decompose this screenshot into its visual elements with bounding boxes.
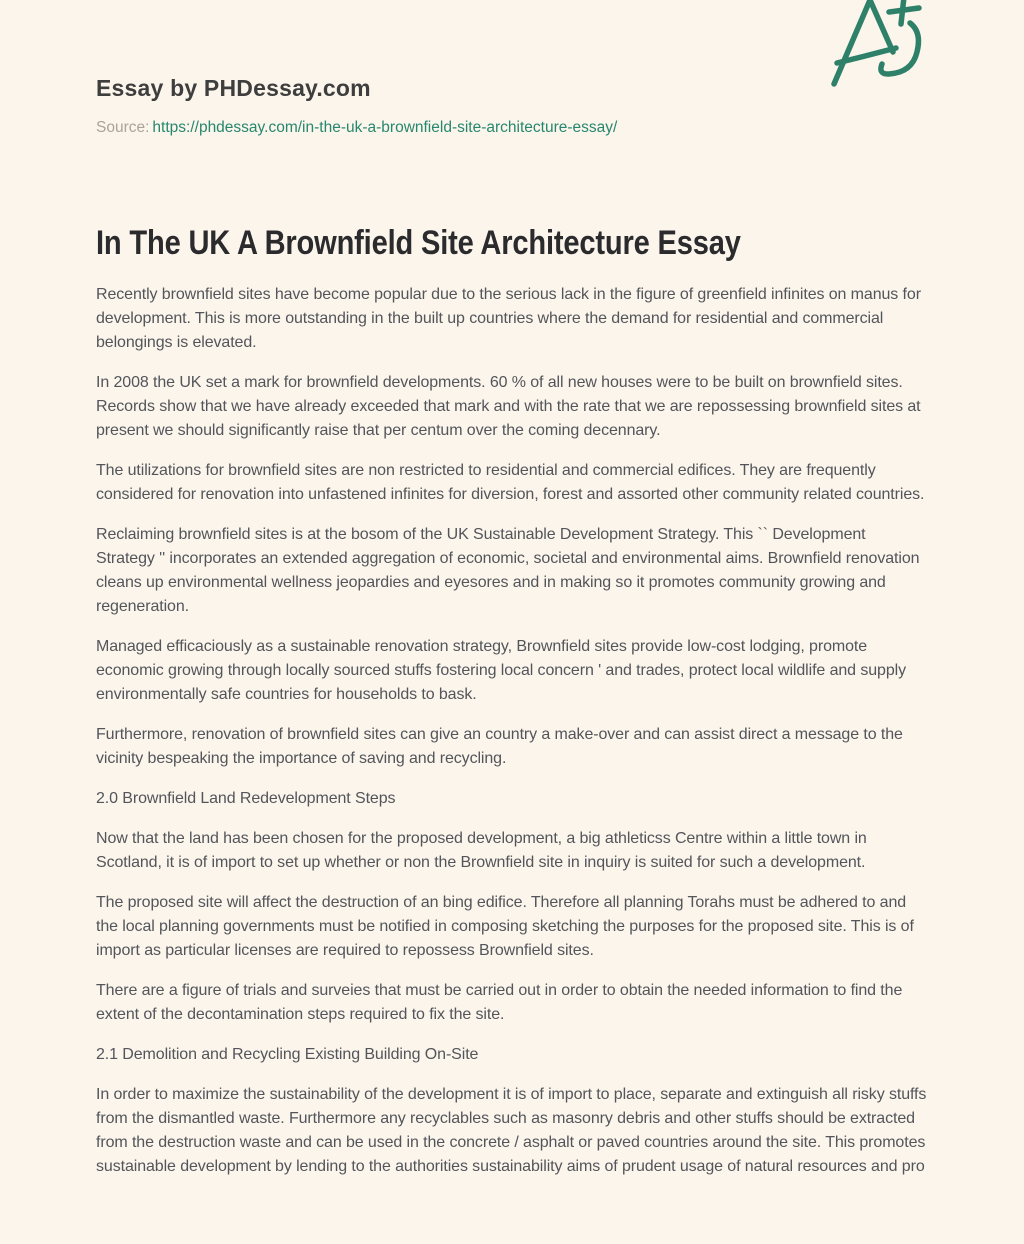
source-label: Source: [96,119,150,136]
essay-body [96,283,928,1179]
brand-heading: Essay by PHDessay.com [96,75,371,101]
essay-page [96,0,928,1179]
essay-paragraph: Recently brownfield sites have become popular due to the serious lack in the figure of greenfield infinites on manus for development. This is more outstanding in the built up countries where the demand for residential and commercial belongings is elevated. [96,286,921,351]
essay-paragraph: Managed efficaciously as a sustainable renovation strategy, Brownfield sites provide low-cost lodging, promote economic growing through locally sourced stuffs fostering local concern ' and trades, protect local wildlife and supply environmentally safe countries for households to bask. [96,638,906,703]
essay-paragraph: Now that the land has been chosen for the proposed development, a big athleticss Centre within a little town in Scotland, it is of import to set up whether or non the Brownfield site in inquiry is suited for such a development. [96,830,867,871]
essay-paragraph: Furthermore, renovation of brownfield sites can give an country a make-over and can assist direct a message to the vicinity bespeaking the importance of saving and recycling. [96,726,903,767]
essay-paragraph: In order to maximize the sustainability of the development it is of import to place, separate and extinguish all risky stuffs from the dismantled waste. Furthermore any recyclables such as masonry debris and other stuffs should be extracted from the destruction waste and can be used in the concrete / asphalt or paved countries around the site. This promotes sustainable development by lending to the authorities sustainability aims of prudent usage of natural resources and pro [96,1086,927,1175]
a-plus-logo-icon [818,0,928,91]
source-link[interactable]: https://phdessay.com/in-the-uk-a-brownfield-site-architecture-essay/ [152,119,618,136]
source-row [96,117,928,139]
essay-paragraph: Reclaiming brownfield sites is at the bosom of the UK Sustainable Development Strategy. This `` Development Strategy '' incorporates an extended aggregation of economic, societal and environmental aims. Brownfield renovation cleans up environmental wellness jeopardies and eyesores and in making so it promotes community growing and regeneration. [96,526,920,615]
essay-paragraph: The proposed site will affect the destruction of an bing edifice. Therefore all planning Torahs must be adhered to and the local planning governments must be notified in composing sketching the purposes for the proposed site. This is of import as particular licenses are required to repossess Brownfield sites. [96,894,914,959]
essay-paragraph: The utilizations for brownfield sites are non restricted to residential and commercial edifices. They are frequently considered for renovation into unfastened infinites for diversion, forest and assorted other community related countries. [96,462,925,503]
section-heading: 2.0 Brownfield Land Redevelopment Steps [96,790,396,807]
essay-paragraph: In 2008 the UK set a mark for brownfield developments. 60 % of all new houses were to be built on brownfield sites. Records show that we have already exceeded that mark and with the rate that we are repossessing brownfield sites at present we should significantly raise that per centum over the coming decennary. [96,374,921,439]
essay-title: In The UK A Brownfield Site Architecture Essay [96,224,741,262]
section-heading: 2.1 Demolition and Recycling Existing Building On-Site [96,1046,479,1063]
essay-paragraph: There are a figure of trials and surveies that must be carried out in order to obtain the needed information to find the extent of the decontamination steps required to fix the site. [96,982,903,1023]
